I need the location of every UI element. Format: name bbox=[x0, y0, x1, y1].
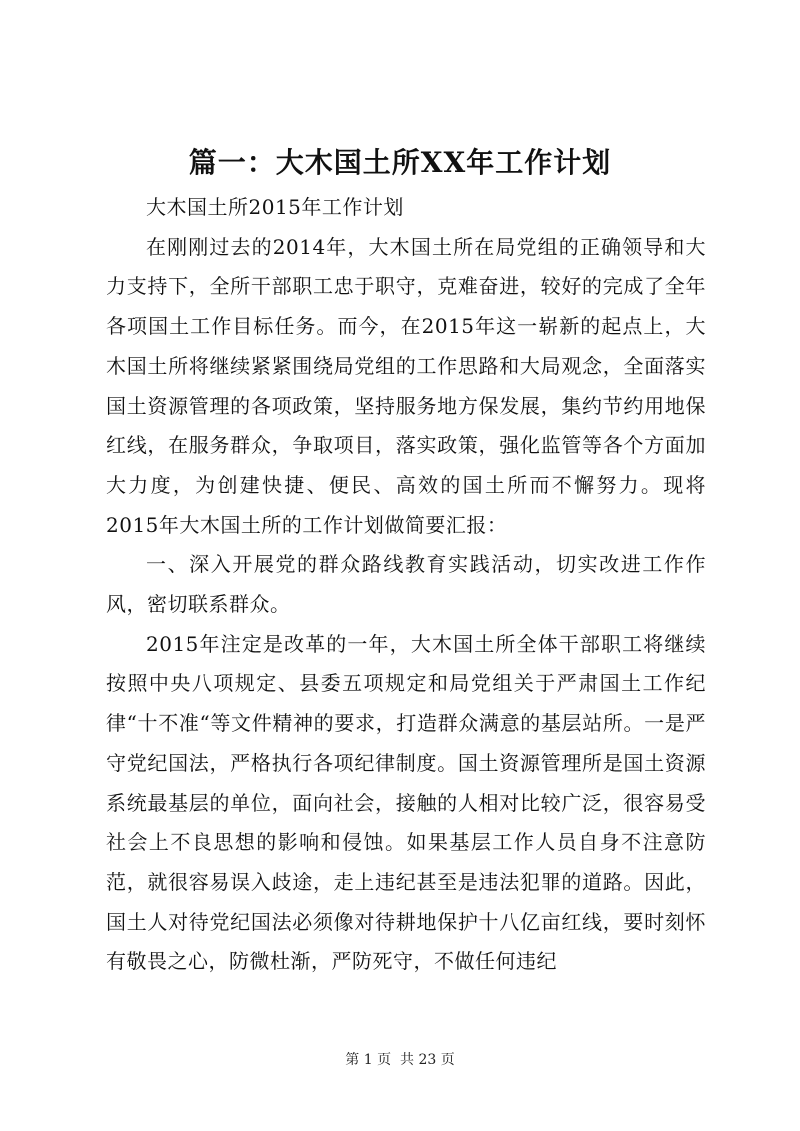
section-heading-paragraph: 一、深入开展党的群众路线教育实践活动，切实改进工作作风，密切联系群众。 bbox=[106, 552, 706, 617]
body-paragraph: 在刚刚过去的2014年，大木国土所在局党组的正确领导和大力支持下，全所干部职工忠于职守，克难奋进，较好的完成了全年各项国土工作目标任务。而今，在2015年这一崭新的起点上，大木国土所将继续紧紧围绕局党组的工作思路和大局观念，全面落实国土资源管理的各项政策，坚持服务地方保发展，集约节约用地保红线，在服务群众，争取项目，落实政策，强化监管等各个方面加大力度，为创建快捷、便民、高效的国土所而不懈努力。现将2015年大木国土所的工作计划做简要汇报： bbox=[106, 234, 706, 537]
document-title: 篇一：大木国土所XX年工作计划 bbox=[188, 146, 612, 179]
body-paragraph: 2015年注定是改革的一年，大木国土所全体干部职工将继续按照中央八项规定、县委五项规定和局党组关于严肃国土工作纪律“十不准“等文件精神的要求，打造群众满意的基层站所。一是严守党纪国法，严格执行各项纪律制度。国土资源管理所是国土资源系统最基层的单位，面向社会，接触的人相对比较广泛，很容易受社会上不良思想的影响和侵蚀。如果基层工作人员自身不注意防范，就很容易误入歧途，走上违纪甚至是违法犯罪的道路。因此，国土人对待党纪国法必须像对待耕地保护十八亿亩红线，要时刻怀有敬畏之心，防微杜渐，严防死守，不做任何违纪 bbox=[106, 631, 706, 974]
subtitle-paragraph: 大木国土所2015年工作计划 bbox=[146, 195, 404, 219]
page-footer bbox=[0, 1050, 800, 1070]
page-number: 第 1 页 共 23 页 bbox=[345, 1052, 455, 1068]
document-body bbox=[106, 188, 706, 982]
